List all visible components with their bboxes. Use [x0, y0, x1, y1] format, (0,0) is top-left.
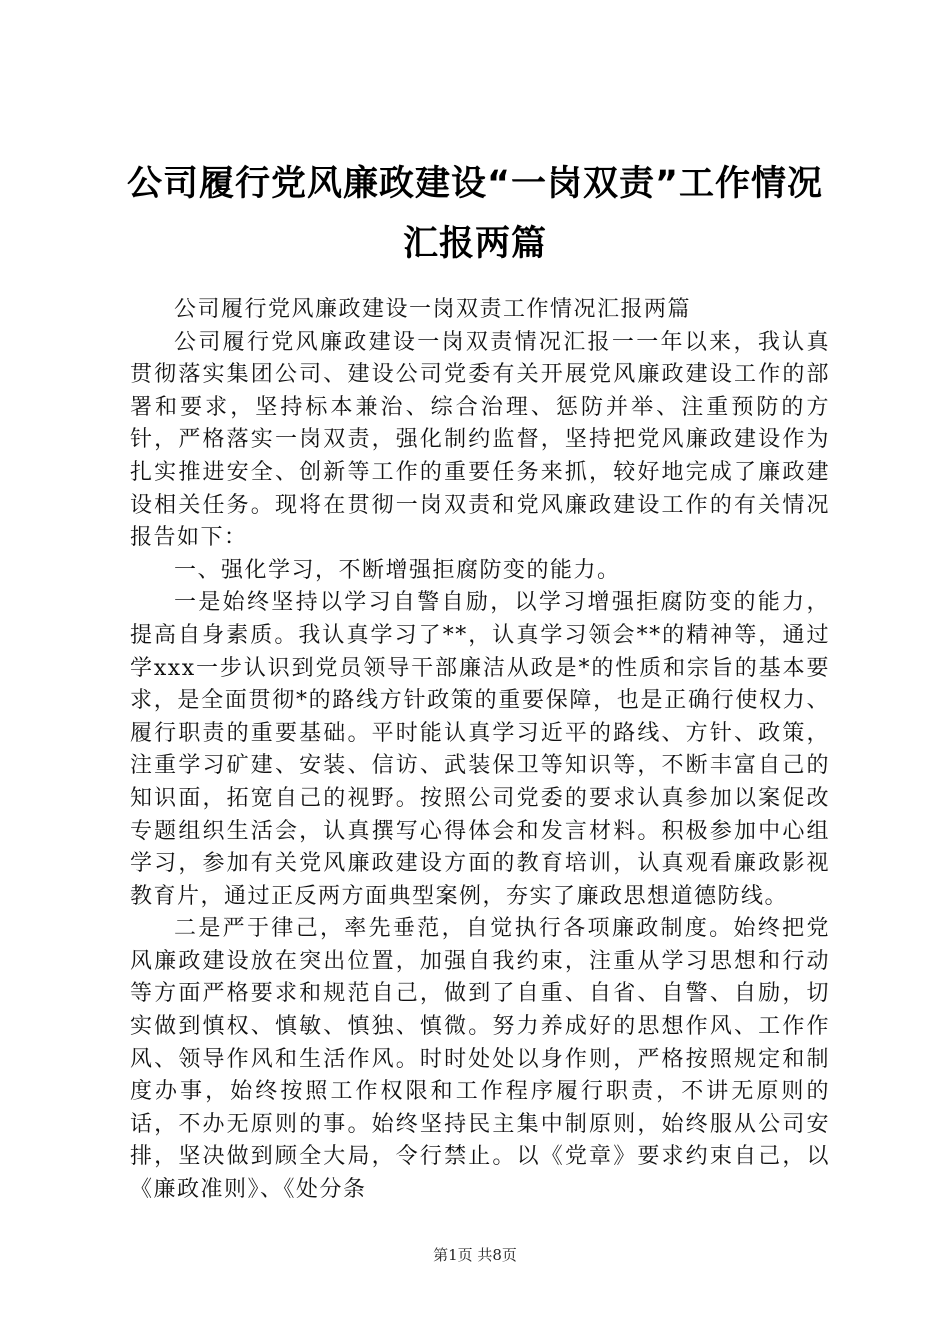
page-number-footer: 第1页 共8页 [433, 1246, 517, 1264]
document-title-line-2: 汇报两篇 [402, 224, 547, 264]
document-title-line-1: 公司履行党风廉政建设“一岗双责”工作情况 [126, 164, 823, 204]
document-body [130, 294, 830, 1207]
paragraph-section-heading: 一、强化学习，不断增强拒腐防变的能力。 [174, 557, 621, 583]
paragraph-subtitle: 公司履行党风廉政建设一岗双责工作情况汇报两篇 [174, 297, 692, 322]
paragraph-point-two: 二是严于律己，率先垂范，自觉执行各项廉政制度。始终把党风廉政建设放在突出位置，加强自我约束，注重从学习思想和行动等方面严格要求和规范自己，做到了自重、自省、自警、自励，切实做到慎权、慎敏、慎独、慎微。努力养成好的思想作风、工作作风、领导作风和生活作风。时时处处以身作则，严格按照规定和制度办事，始终按照工作权限和工作程序履行职责，不讲无原则的话，不办无原则的事。始终坚持民主集中制原则，始终服从公司安排，坚决做到顾全大局，令行禁止。以《党章》要求约束自己，以《廉政准则》、《处分条 [130, 916, 830, 1203]
paragraph-intro: 公司履行党风廉政建设一岗双责情况汇报一一年以来，我认真贯彻落实集团公司、建设公司党委有关开展党风廉政建设工作的部署和要求，坚持标本兼治、综合治理、惩防并举、注重预防的方针，严格落实一岗双责，强化制约监督，坚持把党风廉政建设作为扎实推进安全、创新等工作的重要任务来抓，较好地完成了廉政建设相关任务。现将在贯彻一岗双责和党风廉政建设工作的有关情况报告如下： [130, 329, 830, 551]
paragraph-point-one: 一是始终坚持以学习自警自励，以学习增强拒腐防变的能力，提高自身素质。我认真学习了**，认真学习领会**的精神等，通过学xxx一步认识到党员领导干部廉洁从政是*的性质和宗旨的基本要求，是全面贯彻*的路线方针政策的重要保障，也是正确行使权力、履行职责的重要基础。平时能认真学习近平的路线、方针、政策，注重学习矿建、安装、信访、武装保卫等知识等，不断丰富自己的知识面，拓宽自己的视野。按照公司党委的要求认真参加以案促改专题组织生活会，认真撰写心得体会和发言材料。积极参加中心组学习，参加有关党风廉政建设方面的教育培训，认真观看廉政影视教育片，通过正反两方面典型案例，夯实了廉政思想道德防线。 [130, 590, 830, 909]
